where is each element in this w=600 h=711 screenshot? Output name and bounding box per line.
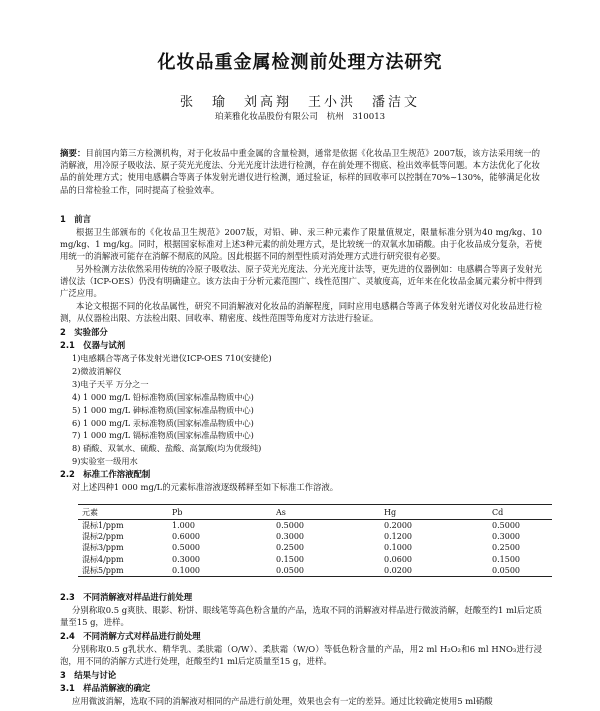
table-cell: 0.2500 — [492, 543, 520, 553]
section-2-3-text: 分别称取0.5 g爽肤、眼影、粉饼、眼线笔等高色粉含量的产品，选取不同的消解液对样品进行微波消解，赶酸至约1 ml后定质量至15 g，进样。 — [60, 605, 542, 628]
list-item: 5) 1 000 mg/L 砷标准物质(国家标准品物质中心) — [72, 404, 254, 415]
list-item: 1)电感耦合等离子体发射光谱仪ICP-OES 710(安捷伦) — [72, 353, 272, 363]
column-header: Cd — [488, 505, 552, 520]
section-2-heading: 2 实验部分 — [60, 327, 108, 337]
table-cell: 0.2000 — [384, 521, 412, 531]
table-cell: 混标1/ppm — [82, 521, 124, 531]
list-item: 7) 1 000 mg/L 镉标准物质(国家标准品物质中心) — [72, 430, 254, 441]
section-3-1-heading: 3.1 样品消解液的确定 — [60, 683, 151, 693]
list-item: 3)电子天平 万分之一 — [72, 378, 149, 389]
list-item: 9)实验室一级用水 — [72, 456, 138, 467]
section-1-paragraph-1: 根据卫生部颁布的《化妆品卫生规范》2007版，对铅、砷、汞三种元素作了限量值规定，限量标准分别为40 mg/kg、10 mg/kg、1 mg/kg。同时，根据国家标准对上述3种元素的前处理方式，是比较统一的双氧水加硝酸。由于化妆品成分复杂，若使用统一的消解液可能存在消解不彻底的风险。因此根据不同的剂型性质对消处理方式进行研究很有必要。 — [60, 227, 542, 262]
section-2-4-text: 分别称取0.5 g乳状水、精华乳、柔肤霜（O/W）、柔肤霜（W/O）等低色粉含量的产品，用2 ml H₂O₂和6 ml HNO₃进行浸泡，用不同的消解方式进行处理，赶酸至约1 ml后定质量至15 g，进样。 — [60, 644, 542, 667]
authors: 张 瑜 刘高翔 王小洪 潘洁文 — [179, 95, 420, 110]
table-cell: 0.2500 — [276, 543, 304, 553]
table-row — [78, 542, 552, 553]
table-cell: 1.000 — [172, 521, 195, 531]
table-header-row — [78, 505, 552, 520]
table-cell: 混标3/ppm — [82, 543, 124, 553]
table-row — [78, 531, 552, 542]
table-cell: 0.0600 — [384, 554, 412, 564]
table-cell: 0.1000 — [384, 543, 412, 553]
table-cell: 0.0200 — [380, 565, 488, 577]
section-2-4-heading: 2.4 不同消解方式对样品进行前处理 — [60, 631, 201, 641]
table-cell: 0.3000 — [492, 532, 520, 542]
section-2-3-heading: 2.3 不同消解液对样品进行前处理 — [60, 592, 193, 602]
section-1-paragraph-3: 本论文根据不同的化妆品属性，研究不同消解液对化妆品的消解程度，同时应用电感耦合等离子体发射光谱仪对化妆品进行检测，从仪器检出限、方法检出限、回收率、精密度、线性范围等角度对方法进行验证。 — [60, 301, 542, 324]
section-3-1-text: 应用微波消解，选取不同的消解液对相同的产品进行前处理，效果也会有一定的差异。通过比较确定使用5 ml硝酸 — [72, 696, 493, 706]
standard-solution-table — [78, 504, 552, 577]
table-row — [78, 565, 552, 577]
paper-title: 化妆品重金属检测前处理方法研究 — [157, 52, 443, 73]
section-3-heading: 3 结果与讨论 — [60, 670, 117, 680]
table-cell: 0.1500 — [492, 554, 520, 564]
section-2-2-text: 对上述四种1 000 mg/L的元素标准溶液逐级稀释至如下标准工作溶液。 — [72, 482, 339, 492]
column-header: As — [272, 505, 380, 520]
table-cell: 混标2/ppm — [82, 532, 124, 542]
list-item: 4) 1 000 mg/L 铅标准物质(国家标准品物质中心) — [72, 391, 254, 402]
abstract-label: 摘要： — [60, 148, 86, 158]
section-1-heading: 1 前言 — [60, 214, 91, 224]
instrument-list — [72, 352, 272, 468]
table-cell: 混标4/ppm — [82, 554, 124, 564]
table-cell: 0.5000 — [172, 543, 200, 553]
section-2-1-heading: 2.1 仪器与试剂 — [60, 340, 126, 350]
table-cell: 0.3000 — [276, 532, 304, 542]
table-cell: 0.1000 — [168, 565, 272, 577]
table-cell: 0.0500 — [272, 565, 380, 577]
table-cell: 0.5000 — [492, 521, 520, 531]
table-cell: 混标5/ppm — [78, 565, 168, 577]
column-header: Pb — [168, 505, 272, 520]
affiliation: 珀莱雅化妆品股份有限公司 杭州 310013 — [214, 112, 386, 122]
column-header: Hg — [380, 505, 488, 520]
table-cell: 0.6000 — [172, 532, 200, 542]
column-header: 元素 — [78, 505, 168, 520]
table-row — [78, 554, 552, 565]
section-2-2-heading: 2.2 标准工作溶液配制 — [60, 469, 151, 479]
abstract-text: 目前国内第三方检测机构，对于化妆品中重金属的含量检测，通常是依据《化妆品卫生规范》2007版，该方法采用统一的消解液，用冷原子吸收法、原子荧光光度法、分光光度计法进行检测，存在前处理不彻底、检出效率低等问题。本方法优化了化妆品的前处理方式；使用电感耦合等离子体发射光谱仪进行检测，通过验证，标样的回收率可以控制在70%~130%，能够满足化妆品的日常检验工作，同时提高了检验效率。 — [60, 148, 540, 195]
section-1-paragraph-2: 另外检测方法依然采用传统的冷原子吸收法、原子荧光光度法、分光光度计法等，更先进的仪器例如：电感耦合等离子发射光谱仪法（ICP-OES）仍没有明确建立。该方法由于分析元素范围广、线性范围广、灵敏度高，近年来在化妆品金属元素分析中得到广泛应用。 — [60, 264, 542, 299]
list-item: 6) 1 000 mg/L 汞标准物质(国家标准品物质中心) — [72, 417, 254, 428]
table-cell: 0.3000 — [172, 554, 200, 564]
list-item: 2)微波消解仪 — [72, 365, 122, 376]
table-cell: 0.1500 — [276, 554, 304, 564]
table-row — [78, 520, 552, 532]
table-cell: 0.0500 — [488, 565, 552, 577]
table-cell: 0.1200 — [384, 532, 412, 542]
list-item: 8) 硝酸、双氧水、硫酸、盐酸、高氯酸(均为优级纯) — [72, 443, 262, 454]
table-cell: 0.5000 — [276, 521, 304, 531]
abstract — [60, 147, 540, 196]
